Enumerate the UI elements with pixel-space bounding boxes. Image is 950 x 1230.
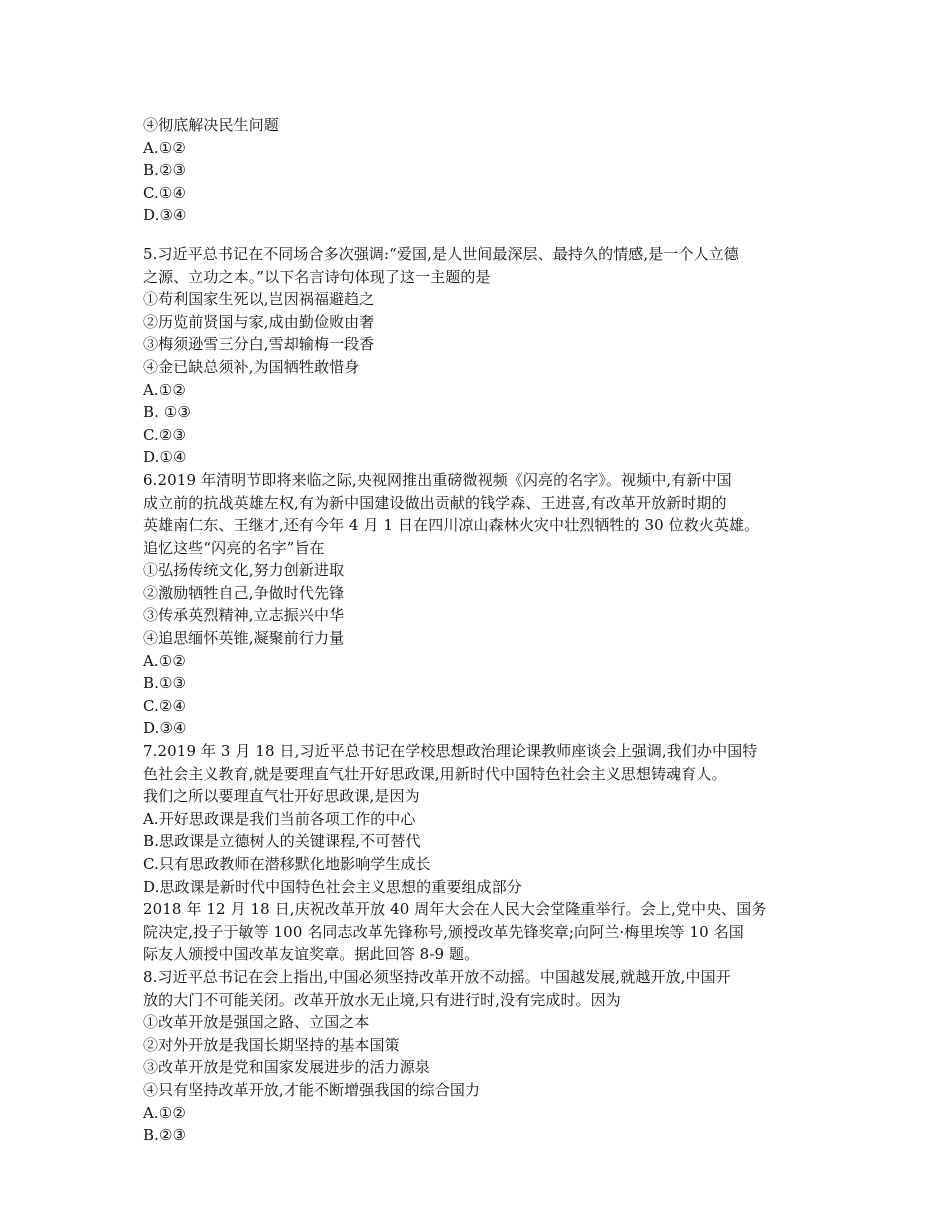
q7-stem-line-1: 7.2019 年 3 月 18 日,习近平总书记在学校思想政治理论课教师座谈会上强调,我们办中国特 <box>143 742 758 761</box>
q8-option-1: ①改革开放是强国之路、立国之本 <box>143 1013 370 1032</box>
q7-choice-c: C.只有思政教师在潜移默化地影响学生成长 <box>143 855 431 873</box>
q5-choice-d: D.①④ <box>143 448 187 467</box>
q7-choice-b: B.思政课是立德树人的关键课程,不可替代 <box>143 832 421 851</box>
question-5 <box>143 243 823 469</box>
q4-option-4: ④彻底解决民生问题 <box>143 116 279 134</box>
q5-stem-line-2: 之源、立功之本。”以下名言诗句体现了这一主题的是 <box>143 267 491 286</box>
exam-page <box>143 114 823 1147</box>
q6-stem-line-2: 成立前的抗战英雄左权,有为新中国建设做出贡献的钱学森、王进喜,有改革开放新时期的 <box>143 493 727 512</box>
intro-line-2: 院决定,投子于敏等 100 名同志改革先锋称号,颁授改革先锋奖章;向阿兰·梅里埃等 10 名国 <box>143 922 744 941</box>
q6-stem-line-1: 6.2019 年清明节即将来临之际,央视网推出重磅微视频《闪亮的名字》。视频中,有新中国 <box>143 470 732 489</box>
q6-choice-c: C.②④ <box>143 696 187 715</box>
q8-choice-a: A.①② <box>143 1103 186 1122</box>
q4-choice-a: A.①② <box>143 138 186 157</box>
q4-choice-d: D.③④ <box>143 206 187 225</box>
intro-8-9 <box>143 898 823 966</box>
q5-option-2: ②历览前贤国与家,成由勤俭败由奢 <box>143 312 375 331</box>
q6-option-4: ④追思缅怀英锥,凝聚前行力量 <box>143 629 345 648</box>
q5-choice-c: C.②③ <box>143 425 187 444</box>
q5-choice-a: A.①② <box>143 380 186 399</box>
q8-option-4: ④只有坚持改革开放,才能不断增强我国的综合国力 <box>143 1080 481 1099</box>
question-4-tail <box>143 114 823 227</box>
q7-stem-line-3: 我们之所以要理直气壮开好思政课,是因为 <box>143 787 420 806</box>
q4-choice-c: C.①④ <box>143 183 187 202</box>
q8-stem-line-1: 8.习近平总书记在会上指出,中国必须坚持改革开放不动摇。中国越发展,就越开放,中国开 <box>143 967 731 986</box>
q5-stem-line-1: 5.习近平总书记在不同场合多次强调:“爱国,是人世间最深层、最持久的情感,是一个人立德 <box>143 244 739 263</box>
q6-option-2: ②激励牺牲自己,争做时代先锋 <box>143 583 345 602</box>
q6-choice-b: B.①③ <box>143 674 187 693</box>
q5-choice-b: B. ①③ <box>143 403 191 422</box>
q6-choice-a: A.①② <box>143 651 186 670</box>
q6-choice-d: D.③④ <box>143 719 187 738</box>
q6-option-1: ①弘扬传统文化,努力创新进取 <box>143 561 345 580</box>
q7-choice-a: A.开好思政课是我们当前各项工作的中心 <box>143 809 416 828</box>
q4-choice-b: B.②③ <box>143 161 187 180</box>
q7-stem-line-2: 色社会主义教育,就是要理直气壮开好思政课,用新时代中国特色社会主义思想铸魂育人。 <box>143 764 727 783</box>
q8-stem-line-2: 放的大门不可能关闭。改革开放水无止境,只有进行时,没有完成时。因为 <box>143 990 621 1009</box>
question-6 <box>143 469 823 740</box>
q5-option-4: ④金已缺总须补,为国牺牲敢惜身 <box>143 357 360 376</box>
q8-option-3: ③改革开放是党和国家发展进步的活力源泉 <box>143 1058 430 1077</box>
q6-option-3: ③传承英烈精神,立志振兴中华 <box>143 606 345 625</box>
question-8 <box>143 966 823 1147</box>
q8-choice-b: B.②③ <box>143 1126 187 1145</box>
q6-stem-line-4: 追忆这些“闪亮的名字”旨在 <box>143 538 325 557</box>
q6-stem-line-3: 英雄南仁东、王继才,还有今年 4 月 1 日在四川凉山森林火灾中壮烈牺牲的 30 位救火英雄。 <box>143 516 760 535</box>
q5-option-3: ③梅须逊雪三分白,雪却输梅一段香 <box>143 335 375 354</box>
q8-option-2: ②对外开放是我国长期坚持的基本国策 <box>143 1035 400 1054</box>
question-7 <box>143 740 823 898</box>
intro-line-1: 2018 年 12 月 18 日,庆祝改革开放 40 周年大会在人民大会堂隆重举行。会上,党中央、国务 <box>143 900 767 919</box>
spacer <box>143 227 823 243</box>
intro-line-3: 际友人颁授中国改革友谊奖章。据此回答 8-9 题。 <box>143 945 480 964</box>
q5-option-1: ①苟利国家生死以,岂因祸福避趋之 <box>143 290 375 309</box>
q7-choice-d: D.思政课是新时代中国特色社会主义思想的重要组成部分 <box>143 877 522 896</box>
